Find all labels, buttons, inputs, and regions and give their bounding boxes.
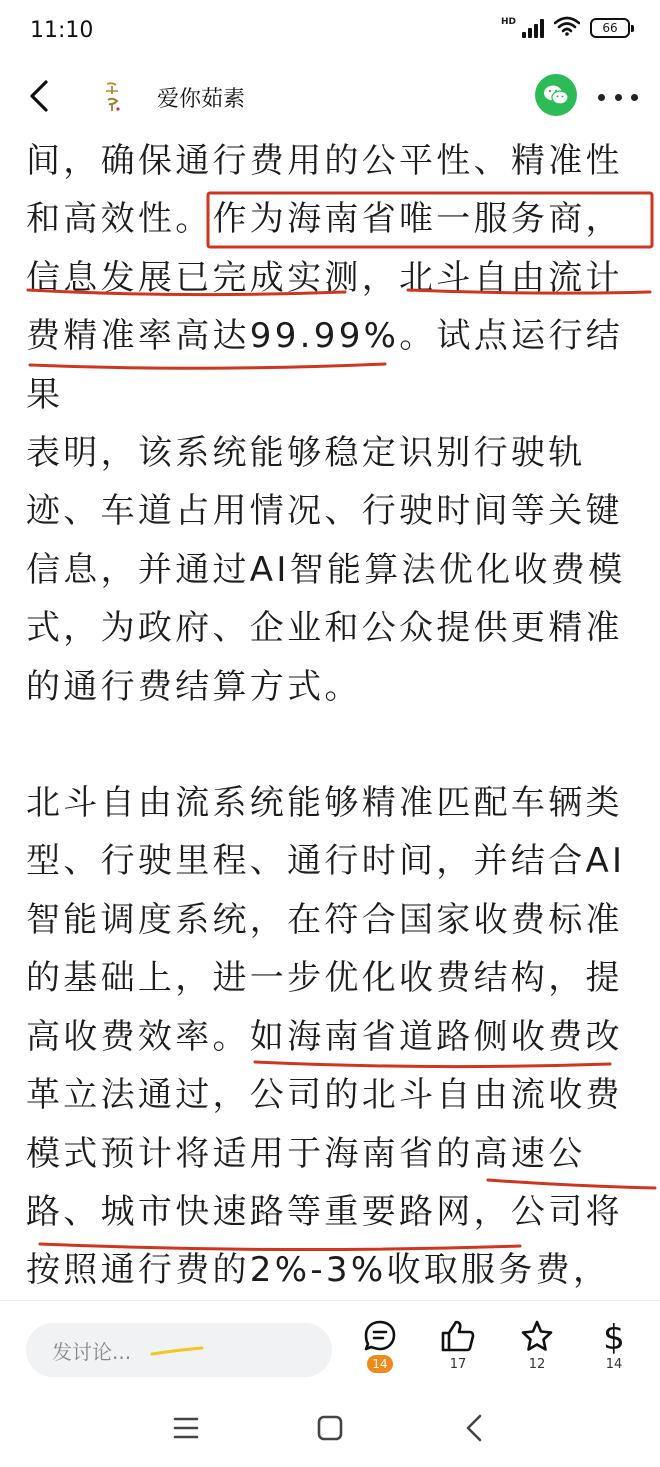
bottom-action-bar (0, 1300, 660, 1385)
status-time: 11:10 (30, 18, 94, 43)
status-bar (0, 0, 660, 62)
home-icon (310, 1408, 350, 1448)
text-line: 迹、车道占用情况、行驶时间等关键 (26, 491, 623, 532)
text-line: 费精准率高达99.99%。试点运行结果 (26, 316, 624, 415)
reward-button[interactable] (586, 1319, 642, 1385)
page-title[interactable]: 爱你茹素 (157, 87, 246, 112)
text-line: 间，确保通行费用的公平性、精准性 (26, 141, 623, 181)
battery-level: 66 (602, 21, 618, 35)
text-line: 模式预计将适用于海南省的高速公 (26, 1133, 586, 1174)
reward-count: 14 (605, 1357, 623, 1372)
home-button[interactable] (310, 1408, 350, 1448)
back-arrow-icon (22, 76, 62, 116)
star-icon (520, 1319, 554, 1353)
text-line: 的基础上，进一步优化收费结构，提 (26, 958, 623, 999)
comment-button[interactable] (352, 1319, 408, 1385)
text-line: 信息发展已完成实测，北斗自由流计 (26, 257, 623, 298)
comment-placeholder: 发讨论... (52, 1339, 132, 1364)
back-button[interactable] (22, 76, 62, 116)
text-line: 按照通行费的2%-3%收取服务费， (26, 1250, 611, 1291)
favorite-count: 12 (528, 1357, 546, 1372)
text-line: 和高效性。作为海南省唯一服务商， (26, 199, 623, 240)
paragraph-2 (26, 774, 638, 1300)
signal-icon (522, 18, 544, 38)
like-count: 17 (449, 1357, 467, 1372)
more-icon (598, 94, 605, 101)
like-button[interactable] (430, 1319, 486, 1385)
reward-icon: $ (603, 1318, 625, 1358)
yellow-scribble (150, 1346, 204, 1356)
like-icon (440, 1319, 476, 1353)
nav-bar (0, 62, 660, 132)
text-line: 的通行费结算方式。 (26, 666, 362, 707)
more-button[interactable] (598, 82, 638, 112)
wifi-icon (554, 16, 580, 40)
status-icons (501, 16, 630, 40)
text-line: 信息，并通过AI智能算法优化收费模 (26, 549, 626, 590)
article-body (26, 132, 638, 1300)
wechat-share-button[interactable] (535, 74, 577, 116)
battery-icon (590, 18, 630, 38)
text-line: 型、行驶里程、通行时间，并结合AI (26, 841, 626, 882)
favorite-button[interactable] (509, 1319, 565, 1385)
text-line: 表明，该系统能够稳定识别行驶轨 (26, 433, 586, 474)
menu-icon (166, 1408, 206, 1448)
recent-apps-button[interactable] (166, 1408, 206, 1448)
system-nav-bar (0, 1384, 660, 1467)
network-type: HD (500, 17, 516, 27)
text-line: 革立法通过，公司的北斗自由流收费 (26, 1075, 623, 1116)
comment-count: 14 (367, 1355, 393, 1373)
system-back-button[interactable] (455, 1408, 495, 1448)
comment-icon (363, 1319, 397, 1353)
paragraph-1 (26, 132, 638, 716)
wechat-icon (543, 84, 569, 106)
text-line: 式，为政府、企业和公众提供更精准 (26, 608, 623, 649)
text-line: 智能调度系统，在符合国家收费标准 (26, 899, 623, 940)
text-line: 路、城市快速路等重要路网，公司将 (26, 1191, 623, 1232)
nav-back-icon (455, 1408, 495, 1448)
author-avatar[interactable] (98, 80, 126, 114)
text-line: 高收费效率。如海南省道路侧收费改 (26, 1016, 623, 1057)
text-line: 北斗自由流系统能够精准匹配车辆类 (26, 783, 623, 824)
